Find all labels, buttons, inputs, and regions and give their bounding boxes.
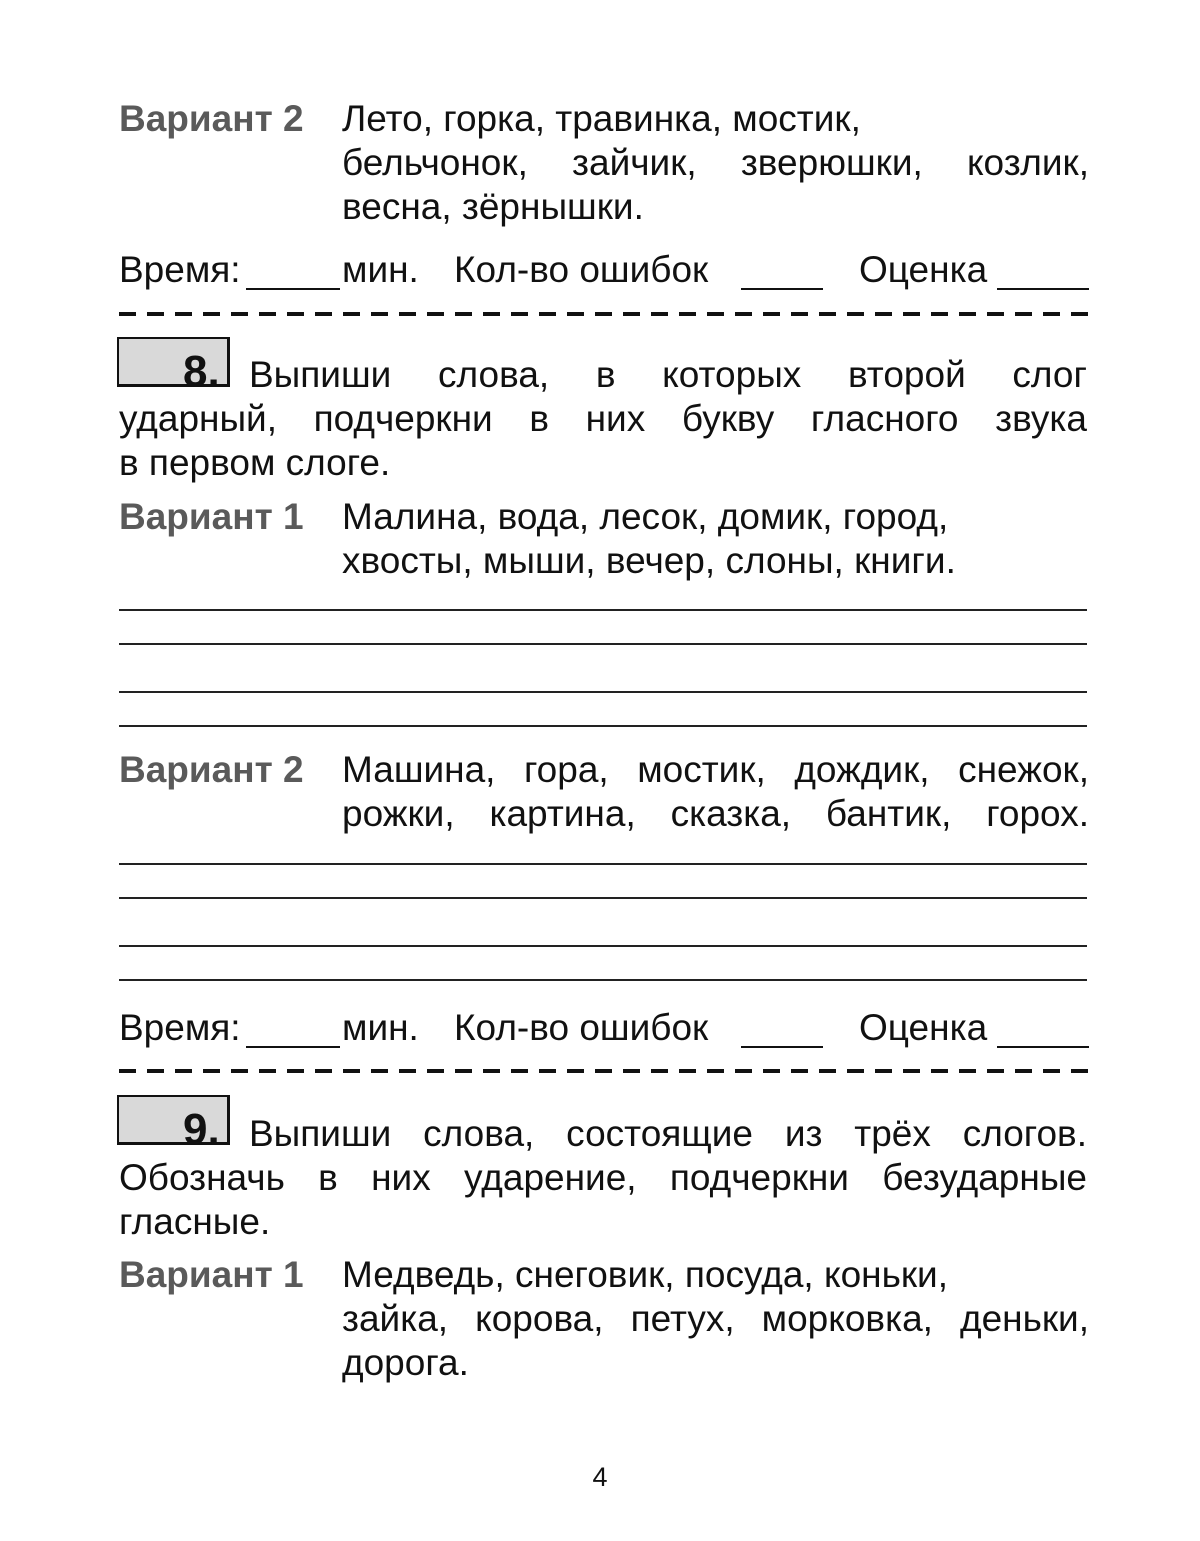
task-number: 8. <box>183 347 220 396</box>
errors-blank[interactable] <box>741 1046 823 1048</box>
word-line: Машина, гора, мостик, дождик, снежок, <box>342 749 1089 790</box>
variant-label: Вариант 1 <box>119 1254 304 1295</box>
answer-line[interactable] <box>119 609 1087 611</box>
instruction-line: Выпиши слова, в которых второй слог <box>249 354 1087 395</box>
word-line: Лето, горка, травинка, мостик, <box>342 98 861 139</box>
instruction-line: ударный, подчеркни в них букву гласного звука <box>119 398 1087 439</box>
word-line: зайка, корова, петух, морковка, деньки, <box>342 1298 1089 1339</box>
grade-blank[interactable] <box>997 1046 1089 1048</box>
answer-line[interactable] <box>119 863 1087 865</box>
task8-variant-2 <box>119 748 1089 836</box>
time-blank[interactable] <box>246 288 340 290</box>
variant-label: Вариант 2 <box>119 98 304 139</box>
grade-label: Оценка <box>859 249 988 290</box>
errors-label: Кол-во ошибок <box>454 249 709 290</box>
instruction-line: Выпиши слова, состоящие из трёх слогов. <box>249 1113 1087 1154</box>
score-row <box>119 248 1089 296</box>
answer-line[interactable] <box>119 945 1087 947</box>
time-label: Время: <box>119 249 241 290</box>
task-instruction <box>119 353 1087 485</box>
word-line: дорога. <box>342 1342 469 1383</box>
answer-line[interactable] <box>119 725 1087 727</box>
instruction-line: Обозначь в них ударение, подчеркни безударные <box>119 1157 1087 1198</box>
task9-variant-1 <box>119 1253 1089 1385</box>
dashed-separator <box>119 312 1089 316</box>
minutes-label: мин. <box>342 1007 419 1048</box>
word-line: рожки, картина, сказка, бантик, горох. <box>342 793 1089 834</box>
instruction-line: гласные. <box>119 1201 271 1242</box>
answer-line[interactable] <box>119 979 1087 981</box>
variant-2-top <box>119 97 1089 229</box>
grade-blank[interactable] <box>997 288 1089 290</box>
answer-line[interactable] <box>119 643 1087 645</box>
minutes-label: мин. <box>342 249 419 290</box>
errors-blank[interactable] <box>741 288 823 290</box>
variant-words <box>342 748 1089 836</box>
variant-words <box>342 1253 1089 1385</box>
task8-variant-1 <box>119 495 1089 583</box>
word-line: Малина, вода, лесок, домик, город, <box>342 496 949 537</box>
variant-label: Вариант 1 <box>119 496 304 537</box>
errors-label: Кол-во ошибок <box>454 1007 709 1048</box>
page-number: 4 <box>592 1462 608 1492</box>
variant-words <box>342 495 1089 583</box>
word-line: Медведь, снеговик, посуда, коньки, <box>342 1254 949 1295</box>
time-blank[interactable] <box>246 1046 340 1048</box>
variant-words <box>342 97 1089 229</box>
score-row <box>119 1006 1089 1054</box>
task-number: 9. <box>183 1105 220 1154</box>
task-instruction <box>119 1112 1087 1244</box>
word-line: хвосты, мыши, вечер, слоны, книги. <box>342 540 956 581</box>
answer-line[interactable] <box>119 897 1087 899</box>
dashed-separator <box>119 1069 1089 1073</box>
variant-label: Вариант 2 <box>119 749 304 790</box>
word-line: весна, зёрнышки. <box>342 186 644 227</box>
answer-line[interactable] <box>119 691 1087 693</box>
time-label: Время: <box>119 1007 241 1048</box>
grade-label: Оценка <box>859 1007 988 1048</box>
instruction-line: в первом слоге. <box>119 442 391 483</box>
word-line: бельчонок, зайчик, зверюшки, козлик, <box>342 142 1089 183</box>
